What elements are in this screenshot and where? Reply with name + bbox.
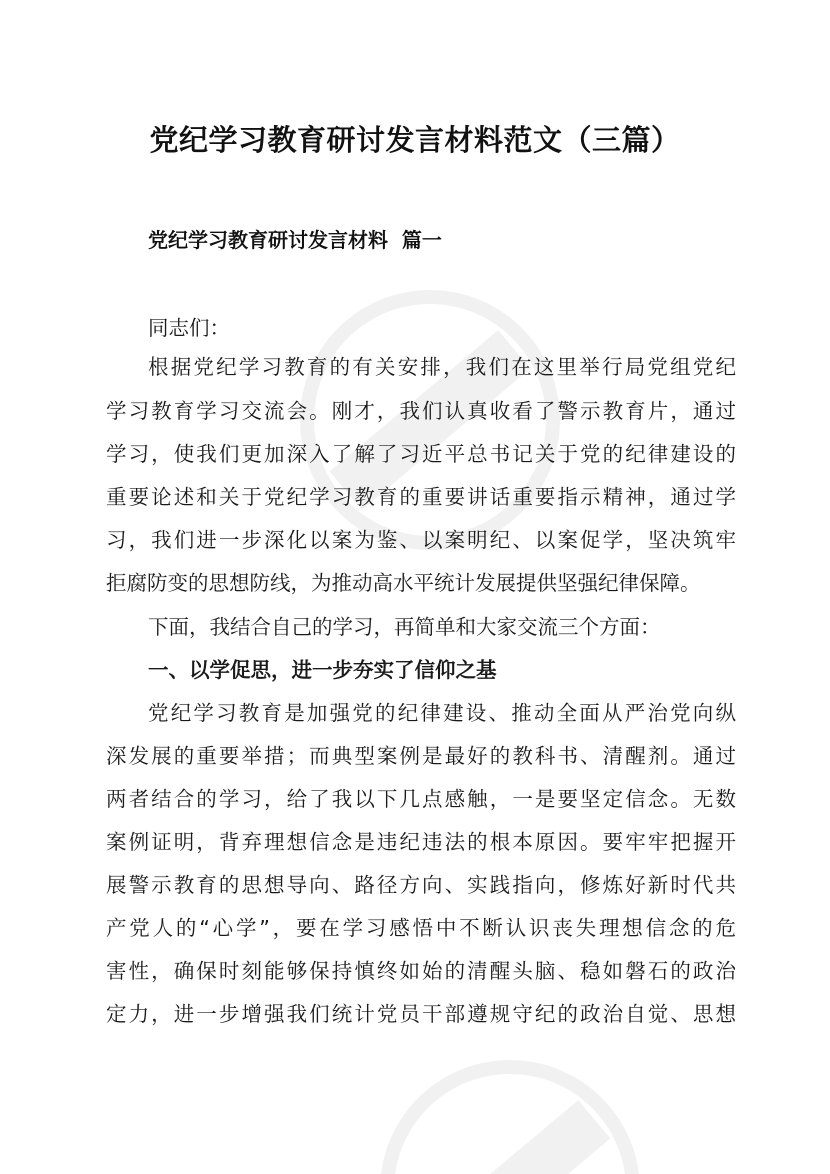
watermark-bar xyxy=(410,1100,611,1174)
paragraph-line: 根据党纪学习教育的有关安排，我们在这里举行局党组党纪 xyxy=(148,355,736,379)
document-title: 党纪学习教育研讨发言材料范文（三篇） xyxy=(149,123,681,157)
watermark-ring xyxy=(327,1007,693,1174)
paragraph-line: 学习，使我们更加深入了解了习近平总书记关于党的纪律建设的 xyxy=(106,442,736,466)
paragraph-line: 党纪学习教育是加强党的纪律建设、推动全面从严治党向纵 xyxy=(148,701,736,725)
paragraph-line: 案例证明，背弃理想信念是违纪违法的根本原因。要牢牢把握开 xyxy=(106,830,736,854)
paragraph-line: 拒腐防变的思想防线，为推动高水平统计发展提供坚强纪律保障。 xyxy=(106,571,701,595)
section-heading: 党纪学习教育研讨发言材料 篇一 xyxy=(148,228,442,252)
paragraph-line: 害性，确保时刻能够保持慎终如始的清醒头脑、稳如磐石的政治 xyxy=(106,959,736,983)
subheading: 一、以学促思，进一步夯实了信仰之基 xyxy=(148,658,497,682)
paragraph-line: 深发展的重要举措；而典型案例是最好的教科书、清醒剂。通过 xyxy=(106,744,736,768)
paragraph-line: 重要论述和关于党纪学习教育的重要讲话重要指示精神，通过学 xyxy=(106,485,736,509)
watermark-stamp-lower xyxy=(327,1007,693,1174)
paragraph-line: 产党人的“心学”，要在学习感悟中不断认识丧失理想信念的危 xyxy=(106,916,736,940)
paragraph-line: 下面，我结合自己的学习，再简单和大家交流三个方面： xyxy=(148,615,661,639)
paragraph-line: 习，我们进一步深化以案为鉴、以案明纪、以案促学，坚决筑牢 xyxy=(106,528,736,552)
paragraph-line: 展警示教育的思想导向、路径方向、实践指向，修炼好新时代共 xyxy=(106,873,736,897)
salutation: 同志们： xyxy=(148,316,230,340)
paragraph-line: 两者结合的学习，给了我以下几点感触，一是要坚定信念。无数 xyxy=(106,787,736,811)
paragraph-line: 学习教育学习交流会。刚才，我们认真收看了警示教育片，通过 xyxy=(106,399,736,423)
paragraph-line: 定力，进一步增强我们统计党员干部遵规守纪的政治自觉、思想 xyxy=(106,1002,736,1026)
